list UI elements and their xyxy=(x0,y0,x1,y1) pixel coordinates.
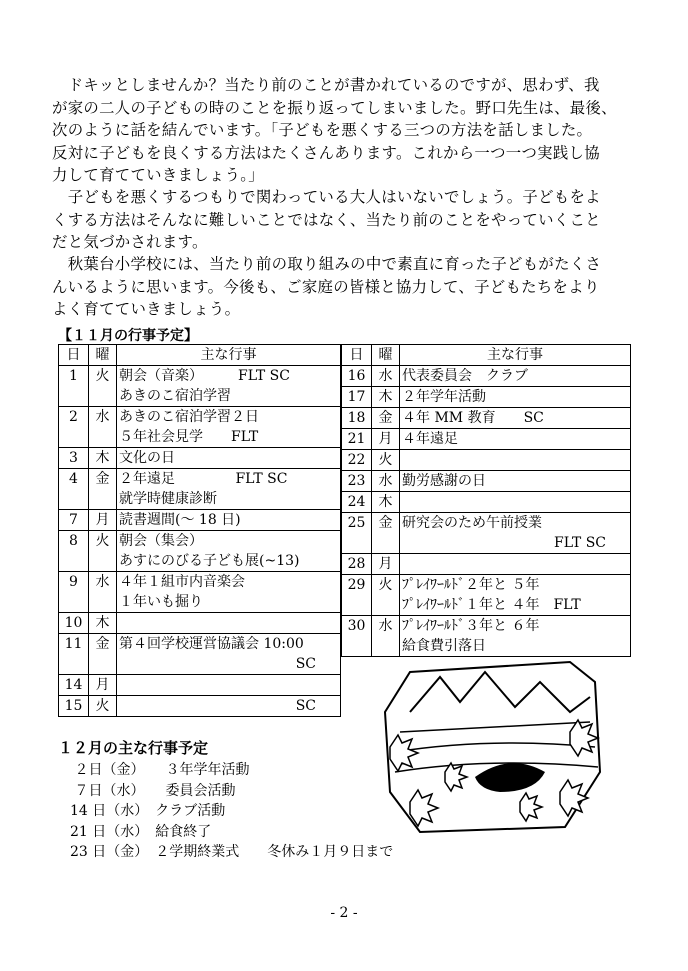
event-staff-note: SC xyxy=(295,698,316,714)
schedule-day: 22 xyxy=(342,450,372,471)
schedule-weekday: 月 xyxy=(89,510,117,531)
schedule-row xyxy=(59,510,341,531)
event-line xyxy=(402,554,628,574)
schedule-row xyxy=(59,366,341,407)
schedule-day: 8 xyxy=(59,531,89,572)
schedule-day: 15 xyxy=(59,696,89,717)
schedule-weekday: 金 xyxy=(372,513,400,554)
schedule-weekday: 水 xyxy=(372,471,400,492)
november-schedule-title: 【１１月の行事予定】 xyxy=(58,328,198,344)
intro-paragraph-1: ドキッとしませんか？当たり前のことが書かれているのですが、思わず、我 が家の二人の子どもの時のことを振り返ってしまいました。野口先生は、最後、 次のように話を結んでいます。「子どもを悪くする三つの方法を話しました。 反対に子どもを良くする方法はたくさんあります。これから一つ一つ実践し協 力して育てていきましょう。」 xyxy=(52,76,617,184)
schedule-weekday: 木 xyxy=(89,448,117,469)
december-item-text: 委員会活動 xyxy=(137,782,236,799)
schedule-weekday: 水 xyxy=(89,572,117,613)
intro-paragraph-2: 子どもを悪くするつもりで関わっている大人はいないでしょう。子どもをよ くする方法はそんなに難しいことではなく、当たり前のことをやっていくこと だと気づかされます。 xyxy=(52,188,601,251)
december-item-text: ３年学年活動 xyxy=(137,762,250,778)
schedule-row xyxy=(342,575,631,616)
december-item-text: クラブ活動 xyxy=(141,803,226,819)
november-schedule-right xyxy=(341,344,631,657)
schedule-weekday: 水 xyxy=(372,616,400,657)
schedule-row xyxy=(342,429,631,450)
schedule-weekday: 火 xyxy=(89,531,117,572)
schedule-row xyxy=(342,387,631,408)
schedule-day: 1 xyxy=(59,366,89,407)
event-line xyxy=(119,613,338,633)
schedule-weekday: 金 xyxy=(372,408,400,429)
schedule-events xyxy=(400,387,631,408)
december-item xyxy=(70,842,393,863)
schedule-events xyxy=(117,366,341,407)
schedule-events xyxy=(400,429,631,450)
schedule-weekday: 月 xyxy=(372,554,400,575)
schedule-events xyxy=(117,675,341,696)
event-line: 第４回学校運営協議会 10:00 xyxy=(119,636,304,652)
december-item xyxy=(70,822,393,843)
event-line xyxy=(402,492,628,512)
schedule-weekday: 火 xyxy=(89,366,117,407)
schedule-row xyxy=(342,554,631,575)
schedule-row xyxy=(342,408,631,429)
event-line: 朝会（集会） xyxy=(119,533,203,549)
event-staff-note: SC xyxy=(295,656,316,672)
schedule-events xyxy=(117,448,341,469)
schedule-row xyxy=(59,696,341,717)
schedule-events xyxy=(400,575,631,616)
schedule-events xyxy=(117,531,341,572)
event-line: あすにのびる子ども展(~13) xyxy=(119,553,300,569)
event-line: 朝会（音楽） FLT SC xyxy=(119,368,290,384)
event-line: ４年 MM 教育 SC xyxy=(402,410,544,426)
schedule-day: 9 xyxy=(59,572,89,613)
schedule-day: 18 xyxy=(342,408,372,429)
schedule-weekday: 火 xyxy=(372,575,400,616)
schedule-day: 29 xyxy=(342,575,372,616)
schedule-weekday: 金 xyxy=(89,634,117,675)
schedule-weekday: 水 xyxy=(89,407,117,448)
event-line: 就学時健康診断 xyxy=(119,491,217,507)
schedule-row xyxy=(59,448,341,469)
event-line: ４年遠足 xyxy=(402,431,458,447)
december-schedule-title: １２月の主な行事予定 xyxy=(58,739,209,757)
event-line: ﾌﾟﾚｲﾜｰﾙﾄﾞ３年と ６年 xyxy=(402,618,540,634)
page-number: - 2 - xyxy=(330,905,358,921)
december-item xyxy=(70,781,393,802)
event-line: ５年社会見学 FLT xyxy=(119,429,259,445)
december-item-date: 23 日（金） xyxy=(70,844,142,860)
schedule-day: 30 xyxy=(342,616,372,657)
schedule-day: 16 xyxy=(342,366,372,387)
event-line: １年いも掘り xyxy=(119,594,203,610)
schedule-events xyxy=(400,471,631,492)
schedule-weekday: 月 xyxy=(372,429,400,450)
header-day: 日 xyxy=(59,345,89,366)
schedule-events xyxy=(400,616,631,657)
schedule-weekday: 木 xyxy=(89,613,117,634)
december-item xyxy=(70,760,393,781)
schedule-row xyxy=(59,634,341,675)
schedule-weekday: 金 xyxy=(89,469,117,510)
december-item-date: ２日（金） xyxy=(70,762,138,778)
schedule-events xyxy=(400,366,631,387)
header-weekday: 曜 xyxy=(89,345,117,366)
event-line: ﾌﾟﾚｲﾜｰﾙﾄﾞ２年と ５年 xyxy=(402,577,540,593)
december-item xyxy=(70,801,393,822)
schedule-day: 17 xyxy=(342,387,372,408)
header-day: 日 xyxy=(342,345,372,366)
december-item-date: 21 日（水） xyxy=(70,823,142,840)
schedule-weekday: 木 xyxy=(372,387,400,408)
schedule-day: 4 xyxy=(59,469,89,510)
schedule-events xyxy=(117,407,341,448)
schedule-events xyxy=(400,554,631,575)
schedule-events xyxy=(400,408,631,429)
schedule-weekday: 火 xyxy=(372,450,400,471)
schedule-day: 24 xyxy=(342,492,372,513)
schedule-row xyxy=(59,613,341,634)
schedule-day: 23 xyxy=(342,471,372,492)
intro-paragraph-3: 秋葉台小学校には、当たり前の取り組みの中で素直に育った子どもがたくさ んいるように思います。今後も、ご家庭の皆様と協力して、子どもたちをより よく育てていきましょう。 xyxy=(52,255,602,318)
event-line: ２年学年活動 xyxy=(402,389,486,405)
event-line xyxy=(119,675,338,695)
november-schedule-left xyxy=(58,344,341,717)
schedule-weekday: 水 xyxy=(372,366,400,387)
schedule-day: 2 xyxy=(59,407,89,448)
december-schedule-list xyxy=(70,760,393,863)
schedule-day: 3 xyxy=(59,448,89,469)
event-line: ４年１組市内音楽会 xyxy=(119,574,245,590)
schedule-events xyxy=(117,696,341,717)
event-line: 文化の日 xyxy=(119,450,175,466)
event-line: 読書週間(～ 18 日) xyxy=(119,512,241,528)
autumn-leaves-illustration xyxy=(370,652,610,846)
schedule-day: 10 xyxy=(59,613,89,634)
december-item-text: ２学期終業式 冬休み１月９日まで xyxy=(141,844,394,860)
schedule-weekday: 火 xyxy=(89,696,117,717)
schedule-row xyxy=(59,572,341,613)
schedule-row xyxy=(342,492,631,513)
schedule-row xyxy=(342,450,631,471)
schedule-weekday: 木 xyxy=(372,492,400,513)
header-events: 主な行事 xyxy=(400,345,631,366)
schedule-day: 21 xyxy=(342,429,372,450)
schedule-day: 28 xyxy=(342,554,372,575)
schedule-row xyxy=(59,469,341,510)
schedule-events xyxy=(117,613,341,634)
schedule-day: 25 xyxy=(342,513,372,554)
december-item-date: 14 日（水） xyxy=(70,803,142,819)
schedule-weekday: 月 xyxy=(89,675,117,696)
event-line: ２年遠足 FLT SC xyxy=(119,471,288,487)
schedule-events xyxy=(117,634,341,675)
schedule-row xyxy=(59,675,341,696)
header-weekday: 曜 xyxy=(372,345,400,366)
header-events: 主な行事 xyxy=(117,345,341,366)
schedule-events xyxy=(117,469,341,510)
event-line: 代表委員会 クラブ xyxy=(402,368,528,384)
schedule-row xyxy=(342,616,631,657)
schedule-day: 7 xyxy=(59,510,89,531)
event-line: あきのこ宿泊学習 xyxy=(119,388,231,404)
schedule-day: 11 xyxy=(59,634,89,675)
schedule-row xyxy=(342,366,631,387)
schedule-row xyxy=(59,407,341,448)
schedule-day: 14 xyxy=(59,675,89,696)
event-staff-note: FLT SC xyxy=(554,535,606,551)
schedule-row xyxy=(342,471,631,492)
schedule-events xyxy=(400,513,631,554)
schedule-events xyxy=(117,572,341,613)
schedule-events xyxy=(117,510,341,531)
event-line: 勤労感謝の日 xyxy=(402,473,486,489)
event-line: 研究会のため午前授業 xyxy=(402,515,542,531)
schedule-events xyxy=(400,450,631,471)
december-item-text: 給食終了 xyxy=(141,823,212,840)
event-line: ﾌﾟﾚｲﾜｰﾙﾄﾞ１年と ４年 FLT xyxy=(402,597,581,613)
event-line: 給食費引落日 xyxy=(402,638,486,654)
schedule-events xyxy=(400,492,631,513)
december-item-date: ７日（水） xyxy=(70,782,138,799)
event-line xyxy=(402,450,628,470)
schedule-row xyxy=(342,513,631,554)
event-line: あきのこ宿泊学習２日 xyxy=(119,409,259,425)
schedule-row xyxy=(59,531,341,572)
